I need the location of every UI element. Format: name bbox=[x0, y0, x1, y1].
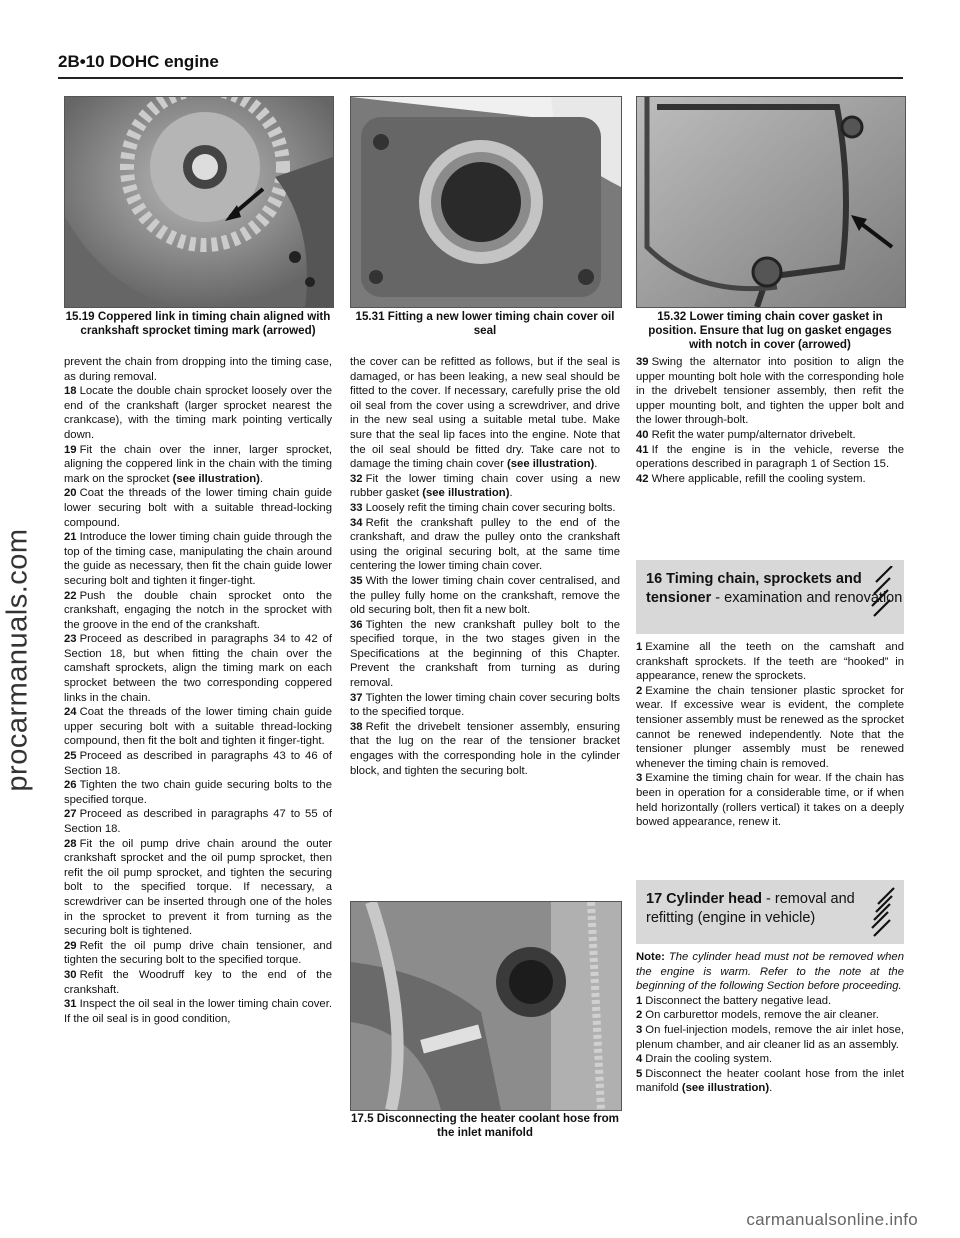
photo-oil-seal-image bbox=[351, 97, 621, 307]
paragraph-number: 34 bbox=[350, 516, 363, 529]
note-label: Note: bbox=[636, 951, 665, 963]
paragraph-number: 3 bbox=[636, 1023, 643, 1036]
paragraph bbox=[636, 472, 904, 487]
section-16-subtitle: - examination and renovation bbox=[711, 590, 903, 606]
paragraph-number: 2 bbox=[636, 1009, 643, 1022]
paragraph-number: 33 bbox=[350, 501, 363, 514]
paragraph bbox=[636, 771, 904, 829]
paragraph-text: Proceed as described in paragraphs 34 to 42 of Section 18, but when fitting the chain over the camshaft sprockets, align the timing mark on each sprocket between the two corresponding coppered links in the chain. bbox=[64, 633, 332, 704]
column-3-section-17 bbox=[636, 950, 904, 1096]
section-16-heading bbox=[636, 560, 904, 634]
paragraph bbox=[636, 684, 904, 772]
paragraph-number: 20 bbox=[64, 487, 77, 500]
section-17-subtitle: - removal and refitting (engine in vehicle) bbox=[646, 891, 855, 926]
paragraph-text: Loosely refit the timing chain cover securing bolts. bbox=[365, 501, 616, 514]
photo-timing-chain-sprocket bbox=[64, 96, 334, 308]
paragraph bbox=[64, 807, 332, 836]
paragraph bbox=[64, 837, 332, 939]
paragraph bbox=[636, 428, 904, 443]
paragraph bbox=[64, 486, 332, 530]
side-watermark bbox=[0, 528, 38, 792]
paragraph-number: 19 bbox=[64, 443, 77, 456]
paragraph bbox=[64, 705, 332, 749]
paragraph bbox=[64, 530, 332, 588]
illustration-ref: (see illustration) bbox=[507, 458, 595, 471]
paragraph-text: Tighten the two chain guide securing bolts to the specified torque. bbox=[64, 779, 332, 806]
paragraph bbox=[636, 355, 904, 428]
illustration-ref: (see illustration) bbox=[681, 1082, 770, 1095]
paragraph-text: Tighten the new crankshaft pulley bolt to the specified torque, in the two stages given in the Specifications at the beginning of this Chapter. Prevent the crankshaft from turning as during removal. bbox=[350, 618, 620, 690]
paragraph-text: Fit the oil pump drive chain around the outer crankshaft sprocket and the oil pump sprocket, then refit the oil pump sprocket, and tighten the securing bolt to the specified torque. If necessary, a screwdriver can be inserted through one of the holes in the sprocket to prevent it from turning as the securing bolt is tightened. bbox=[64, 837, 332, 938]
paragraph bbox=[350, 516, 620, 574]
difficulty-spanners-icon bbox=[868, 566, 896, 622]
caption-fig-15-19: 15.19 Coppered link in timing chain aligned with crankshaft sprocket timing mark (arrowed) bbox=[65, 310, 331, 337]
paragraph-text: Examine the chain tensioner plastic sprocket for wear. If excessive wear is evident, the complete tensioner assembly must be renewed as the sprocket cannot be renewed independently. Note that the tensioner plunger assembly must be renewed whenever the timing chain is removed. bbox=[636, 684, 904, 770]
illustration-ref: (see illustration) bbox=[422, 487, 510, 500]
paragraph bbox=[636, 640, 904, 684]
paragraph bbox=[64, 589, 332, 633]
column-1 bbox=[64, 355, 332, 1026]
paragraph-number: 23 bbox=[64, 633, 77, 646]
paragraph bbox=[64, 939, 332, 968]
paragraph-text: Proceed as described in paragraphs 43 to 46 of Section 18. bbox=[64, 750, 332, 777]
paragraph-text: Introduce the lower timing chain guide through the top of the timing case, manipulating the chain around the guide as necessary, then fit the chain guide lower securing bolt and tighten it finger-tight. bbox=[64, 531, 332, 587]
paragraph-number: 37 bbox=[350, 691, 363, 704]
paragraph-number: 39 bbox=[636, 356, 649, 368]
paragraph-number: 26 bbox=[64, 779, 77, 792]
paragraph-text: Examine all the teeth on the camshaft and crankshaft sprockets. If the teeth are “hooked” in appearance, renew the sprockets. bbox=[636, 641, 904, 683]
paragraph bbox=[350, 720, 620, 778]
paragraph-number: 31 bbox=[64, 998, 77, 1011]
paragraph-text: Refit the drivebelt tensioner assembly, ensuring that the lug on the rear of the tensioner bracket engages with the corresponding hole in the cylinder block, and tighten the securing bolt. bbox=[350, 720, 620, 777]
paragraph-text: Locate the double chain sprocket loosely over the end of the crankshaft (larger sprocket nearest the crankcase), with the timing mark pointing vertically down. bbox=[64, 385, 332, 441]
paragraph-number: 22 bbox=[64, 589, 77, 602]
paragraph bbox=[64, 443, 332, 487]
paragraph bbox=[64, 778, 332, 807]
paragraph-text: Proceed as described in paragraphs 47 to 55 of Section 18. bbox=[64, 808, 332, 835]
photo-cover-gasket-image bbox=[637, 97, 905, 307]
note bbox=[636, 950, 904, 994]
paragraph-text: With the lower timing chain cover centralised, and the pulley fully home on the crankshaft, remove the old securing bolt, then fit a new bolt. bbox=[350, 574, 620, 617]
caption-fig-17-5: 17.5 Disconnecting the heater coolant hose from the inlet manifold bbox=[350, 1112, 619, 1139]
paragraph bbox=[350, 618, 620, 691]
paragraph-number: 29 bbox=[64, 939, 77, 952]
section-17-heading bbox=[636, 880, 904, 944]
footer-watermark: carmanualsonline.info bbox=[746, 1210, 918, 1229]
paragraph-text: Refit the water pump/alternator drivebelt. bbox=[651, 428, 856, 441]
paragraph-tail: . bbox=[769, 1082, 773, 1095]
paragraph bbox=[64, 384, 332, 442]
paragraph-number: 40 bbox=[636, 428, 649, 441]
paragraph-text: Push the double chain sprocket onto the crankshaft, engaging the notch in the sprocket with the groove in the end of the crankshaft. bbox=[64, 589, 332, 631]
photo-heater-hose-image bbox=[351, 902, 621, 1110]
illustration-ref: (see illustration) bbox=[172, 472, 260, 485]
paragraph-number: 4 bbox=[636, 1053, 643, 1066]
column-3-section-16 bbox=[636, 640, 904, 830]
paragraph-number: 1 bbox=[636, 994, 643, 1007]
paragraph-number: 18 bbox=[64, 385, 77, 398]
paragraph bbox=[636, 1052, 904, 1067]
paragraph bbox=[350, 691, 620, 720]
paragraph-text: Disconnect the heater coolant hose from the inlet manifold bbox=[636, 1067, 904, 1095]
paragraph-number: 3 bbox=[636, 772, 643, 785]
photo-cover-gasket bbox=[636, 96, 906, 308]
paragraph-text: Fit the lower timing chain cover using a new rubber gasket bbox=[350, 472, 620, 500]
paragraph-number: 21 bbox=[64, 531, 77, 544]
paragraph-number: 1 bbox=[636, 641, 643, 653]
paragraph-text: Drain the cooling system. bbox=[645, 1053, 773, 1066]
paragraph-text: Disconnect the battery negative lead. bbox=[645, 994, 832, 1007]
caption-fig-15-32: 15.32 Lower timing chain cover gasket in position. Ensure that lug on gasket engages with notch in cover (arrowed) bbox=[648, 310, 892, 351]
section-17-title: Cylinder head bbox=[666, 891, 763, 907]
paragraph-number: 42 bbox=[636, 472, 649, 485]
paragraph bbox=[636, 994, 904, 1009]
paragraph bbox=[636, 443, 904, 472]
column-3-top bbox=[636, 355, 904, 486]
paragraph-text: Inspect the oil seal in the lower timing chain cover. If the oil seal is in good condition, bbox=[64, 998, 332, 1025]
paragraph bbox=[350, 472, 620, 501]
section-16-title: Timing chain, sprockets and tensioner bbox=[646, 571, 862, 606]
paragraph bbox=[64, 968, 332, 997]
paragraph-text: Coat the threads of the lower timing chain guide upper securing bolt with a suitable thread-locking compound, then fit the bolt and tighten it finger-tight. bbox=[64, 706, 332, 748]
photo-timing-chain-sprocket-image bbox=[65, 97, 333, 307]
paragraph-number: 38 bbox=[350, 720, 363, 733]
col1-intro: prevent the chain from dropping into the timing case, as during removal. bbox=[64, 356, 332, 383]
paragraph bbox=[636, 1023, 904, 1052]
paragraph-number: 2 bbox=[636, 684, 643, 697]
note-text: The cylinder head must not be removed when the engine is warm. Refer to the note at the beginning of the following Section before proceeding. bbox=[636, 951, 904, 993]
page-title: 2B•10 DOHC engine bbox=[58, 52, 219, 71]
paragraph-text: Fit the chain over the inner, larger sprocket, aligning the coppered link in the chain with the timing mark on the sprocket bbox=[64, 443, 332, 485]
header-rule bbox=[58, 77, 903, 79]
paragraph-number: 41 bbox=[636, 443, 649, 456]
paragraph-text: Refit the Woodruff key to the end of the crankshaft. bbox=[64, 968, 332, 996]
col2-intro: the cover can be refitted as follows, but if the seal is damaged, or has been leaking, a new seal should be fitted to the cover. If necessary, carefully prise the old oil seal from the cover using a screwdriver, and drive in the new seal using a suitable metal tube. Make sure that the seal lip faces into the engine. Note that the oil seal should be fitted dry. Take care not to damage the timing chain cover (see illustration). bbox=[350, 356, 620, 471]
paragraph-text: Where applicable, refill the cooling system. bbox=[651, 472, 866, 485]
paragraph-number: 36 bbox=[350, 618, 363, 631]
paragraph-number: 25 bbox=[64, 750, 77, 763]
paragraph bbox=[350, 574, 620, 618]
section-17-number: 17 bbox=[646, 891, 663, 907]
paragraph-number: 24 bbox=[64, 706, 77, 719]
caption-fig-15-31: 15.31 Fitting a new lower timing chain cover oil seal bbox=[355, 310, 615, 337]
paragraph-text: Refit the crankshaft pulley to the end of the crankshaft, and draw the pulley onto the crankshaft using the original securing bolt, at the same time centering the lower timing chain cover. bbox=[350, 516, 620, 573]
paragraph bbox=[64, 997, 332, 1026]
paragraph bbox=[64, 632, 332, 705]
side-watermark-text: procarmanuals.com bbox=[1, 528, 34, 792]
paragraph bbox=[636, 1008, 904, 1023]
paragraph-number: 28 bbox=[64, 837, 77, 850]
paragraph-tail: . bbox=[509, 487, 513, 500]
paragraph bbox=[636, 1067, 904, 1096]
photo-heater-hose bbox=[350, 901, 622, 1111]
paragraph-text: If the engine is in the vehicle, reverse the operations described in paragraph 1 of Section 15. bbox=[636, 443, 904, 471]
paragraph-number: 5 bbox=[636, 1067, 643, 1080]
paragraph-number: 32 bbox=[350, 472, 363, 485]
paragraph-number: 27 bbox=[64, 808, 77, 821]
difficulty-spanners-icon bbox=[868, 886, 896, 942]
column-2 bbox=[350, 355, 620, 778]
photo-oil-seal bbox=[350, 96, 622, 308]
paragraph-text: Tighten the lower timing chain cover securing bolts to the specified torque. bbox=[350, 691, 620, 719]
paragraph-text: On carburettor models, remove the air cleaner. bbox=[645, 1009, 879, 1022]
paragraph-text: Swing the alternator into position to align the upper mounting bolt hole with the corresponding hole in the drivebelt tensioner assembly, then refit the upper mounting bolt, and tighten the upper bolt and the lower through-bolt. bbox=[636, 356, 904, 427]
paragraph-text: On fuel-injection models, remove the air inlet hose, plenum chamber, and air cleaner lid as an assembly. bbox=[636, 1023, 904, 1051]
paragraph bbox=[350, 501, 620, 516]
paragraph-tail: . bbox=[259, 472, 264, 485]
paragraph-text: Refit the oil pump drive chain tensioner, and tighten the securing bolt to the specified torque. bbox=[64, 939, 332, 967]
paragraph-text: Coat the threads of the lower timing chain guide lower securing bolt with a suitable thread-locking compound. bbox=[64, 487, 332, 529]
paragraph-number: 35 bbox=[350, 574, 363, 587]
section-16-number: 16 bbox=[646, 571, 663, 587]
paragraph-number: 30 bbox=[64, 968, 77, 981]
paragraph bbox=[64, 749, 332, 778]
paragraph-text: Examine the timing chain for wear. If the chain has been in operation for a considerable time, or if when held horizontally (rollers vertical) it takes on a deeply bowed appearance, renew it. bbox=[636, 772, 904, 829]
